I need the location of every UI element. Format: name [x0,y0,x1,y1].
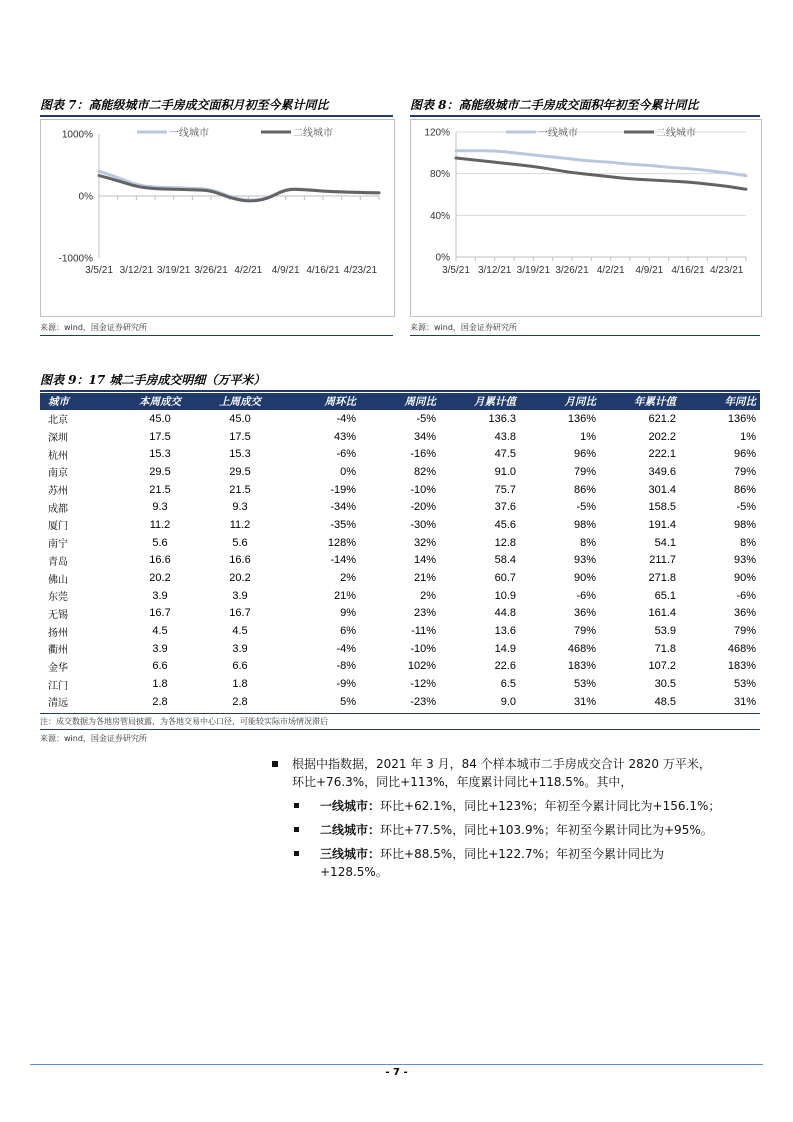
table-cell: 34% [413,430,436,443]
x-tick-label: 3/19/21 [156,265,191,276]
table-cell: 468% [727,642,756,655]
tier3-text-2: +128.5%。 [320,865,388,879]
table-row [40,481,760,499]
table-cell: 9.3 [232,501,248,514]
table-cell: 183% [727,660,756,673]
table-cell-city: 金华 [48,662,68,674]
table9-header-2: 上周成交 [200,393,280,410]
table-row [40,498,760,516]
fig7-title-rule [40,115,393,117]
table-cell: 79% [573,625,596,638]
table-row [40,622,760,640]
x-tick-label: 3/5/21 [85,265,113,276]
legend-label: 二线城市 [656,128,696,139]
x-tick-label: 3/19/21 [516,265,551,276]
bullet-marker [294,827,299,832]
table-cell: 5.6 [152,536,168,549]
x-tick-label: 3/26/21 [194,265,228,276]
table-cell: -10% [410,483,436,496]
table-cell: 102% [407,660,436,673]
table-cell: 98% [573,518,596,531]
table-cell: 90% [573,572,596,585]
table-row [40,552,760,570]
y-tick-label: 40% [429,210,450,222]
y-tick-label: 1000% [61,129,93,141]
table-cell: 4.5 [232,625,248,638]
legend-label: 一线城市 [169,128,209,139]
x-tick-label: 4/23/21 [709,265,744,276]
table-cell: 75.7 [494,483,516,496]
table-cell: -30% [410,518,436,531]
table-cell: 20.2 [229,572,251,585]
table-cell-city: 深圳 [48,433,68,445]
table-row [40,658,760,676]
tier3-text-1: 环比+88.5%，同比+122.7%；年初至今累计同比为 [380,847,665,861]
table-row [40,693,760,711]
table-cell-city: 江门 [48,680,68,692]
table-cell: 36% [733,607,756,620]
table-cell: 468% [567,642,596,655]
x-tick-label: 3/26/21 [555,265,589,276]
y-tick-label: 0% [435,252,450,264]
table-row [40,675,760,693]
tier2-text: 环比+77.5%，同比+103.9%；年初至今累计同比为+95%。 [380,823,713,837]
table-cell-city: 佛山 [48,574,68,586]
fig8-title: 图表 8：高能级城市二手房成交面积年初至今累计同比 [410,98,699,112]
table-cell: 32% [413,536,436,549]
table-row [40,534,760,552]
fig8-title-rule [410,115,760,117]
table-cell: 191.4 [648,518,676,531]
tier1-item [272,797,762,815]
table-cell: 47.5 [494,448,516,461]
table-cell: 36% [573,607,596,620]
table-cell-city: 南宁 [48,539,68,551]
y-tick-label: 120% [424,127,450,139]
table-cell: 16.6 [149,554,171,567]
table-cell: 5.6 [232,536,248,549]
table-cell: 14.9 [494,642,516,655]
table-cell: 93% [573,554,596,567]
x-tick-label: 4/2/21 [234,265,263,276]
table-cell: 22.6 [494,660,516,673]
table-row [40,410,760,428]
table-cell: 20.2 [149,572,171,585]
table-cell: 58.4 [494,554,516,567]
table9 [40,393,760,711]
table-cell: 48.5 [654,695,676,708]
table-cell: 16.7 [149,607,171,620]
table-cell: 65.1 [654,589,676,602]
tier3-label: 三线城市： [320,847,381,861]
table-cell: 17.5 [149,430,171,443]
table-cell: -35% [330,518,356,531]
table-cell: 136% [567,412,596,425]
table-cell: 2.8 [152,695,168,708]
table-cell-city: 杭州 [48,450,68,462]
table-row [40,428,760,446]
table-cell: 60.7 [494,572,516,585]
tier1-label: 一线城市： [320,799,381,813]
table-cell: 98% [733,518,756,531]
table-cell: 211.7 [649,554,676,567]
table-cell: -11% [411,625,436,638]
table-row [40,605,760,623]
table-cell-city: 东莞 [48,592,68,604]
table-row [40,516,760,534]
table-cell: 17.5 [229,430,251,443]
table-cell: 8% [740,536,756,549]
table-cell-city: 苏州 [48,486,68,498]
table-cell: 21% [333,589,356,602]
x-tick-label: 4/2/21 [596,265,625,276]
table-cell: 11.2 [229,518,251,531]
table-cell: -9% [336,678,356,691]
table-cell: 183% [567,660,596,673]
table-cell: 53.9 [654,625,676,638]
series-line-tier2 [99,176,379,201]
table-cell: 54.1 [654,536,676,549]
table-cell: 136% [727,412,756,425]
bullet-marker [294,851,299,856]
table-cell: 86% [733,483,756,496]
bullet-marker [272,761,278,767]
table-cell: 79% [733,465,756,478]
table-cell: 271.8 [648,572,676,585]
table-cell: -5% [576,501,596,514]
table9-title: 图表 9：17 城二手房成交明细（万平米） [40,373,266,387]
table9-source: 来源：wind，国金证券研究所 [40,734,147,743]
intro-line-2: 环比+76.3%，同比+113%，年度累计同比+118.5%。其中， [292,775,633,789]
table-cell: 136.3 [488,412,516,425]
table9-header-8: 年同比 [680,393,760,410]
tier2-item [272,821,762,839]
fig7-chart [41,120,394,316]
table-cell: 4.5 [152,625,168,638]
x-tick-label: 4/16/21 [671,265,705,276]
x-tick-label: 3/12/21 [119,265,154,276]
table-cell: 2.8 [232,695,248,708]
table-cell: 1.8 [152,678,168,691]
table-cell: -4% [336,412,356,425]
table9-container [40,393,760,711]
table-cell: 1% [580,430,596,443]
table-cell: -10% [410,642,436,655]
table-cell: 1% [740,430,756,443]
table9-note: 注：成交数据为各地房管局披露，为各地交易中心口径，可能较实际市场情况滞后 [40,717,328,726]
y-tick-label: -1000% [58,253,93,265]
table-cell: 86% [573,483,596,496]
table-cell-city: 扬州 [48,627,68,639]
x-tick-label: 4/9/21 [635,265,664,276]
page-number: - 7 - [385,1067,408,1078]
table9-header-7: 年累计值 [600,393,680,410]
table-cell: 31% [733,695,756,708]
table9-bottom-rule [40,713,760,714]
y-tick-label: 0% [78,191,93,203]
table-cell: 202.2 [648,430,676,443]
table9-title-rule [40,390,760,392]
table-cell: -6% [336,448,356,461]
table-cell: 6.5 [500,678,516,691]
table-cell: 6.6 [152,660,168,673]
table9-header-4: 周同比 [360,393,440,410]
table-cell: 21.5 [229,483,251,496]
table-cell: 6.6 [232,660,248,673]
tier1-text: 环比+62.1%，同比+123%；年初至今累计同比为+156.1%； [380,799,721,813]
table-cell: 13.6 [494,625,516,638]
table-cell: 31% [573,695,596,708]
table-cell: 45.0 [229,412,251,425]
x-tick-label: 4/9/21 [271,265,300,276]
table-row [40,445,760,463]
table-cell: 0% [340,465,356,478]
table-cell: 349.6 [648,465,676,478]
table-cell: 1.8 [232,678,248,691]
table9-header-0: 城市 [40,393,120,410]
table-cell: 90% [733,572,756,585]
table-cell-city: 无锡 [48,609,68,621]
table-cell: 2% [420,589,436,602]
table-cell: 5% [340,695,356,708]
table-cell: 12.8 [494,536,516,549]
fig7-source: 来源：wind，国金证券研究所 [40,323,147,332]
tier2-label: 二线城市： [320,823,381,837]
table-cell: 3.9 [152,589,168,602]
table-cell: 11.2 [149,518,171,531]
fig8-chart [411,120,761,316]
table-cell: 222.1 [648,448,676,461]
table-cell: 23% [413,607,436,620]
table-cell-city: 衢州 [48,645,68,657]
table-cell: 16.6 [229,554,251,567]
table-cell: 128% [327,536,356,549]
legend-label: 二线城市 [293,128,333,139]
table-cell: 15.3 [229,448,251,461]
table-cell: 107.2 [648,660,676,673]
table-cell-city: 南京 [48,468,68,480]
bullet-marker [294,803,299,808]
table-cell: 2% [340,572,356,585]
summary-block [272,755,762,881]
table-cell: 71.8 [654,642,676,655]
tier3-item [272,845,762,881]
table-cell: 79% [733,625,756,638]
table-cell: 53% [573,678,596,691]
table-cell: 43% [333,430,356,443]
table9-header-6: 月同比 [520,393,600,410]
table9-header-1: 本周成交 [120,393,200,410]
table-cell: 16.7 [229,607,251,620]
table-cell-city: 清远 [48,698,68,710]
table-cell: 8% [580,536,596,549]
table-cell: -20% [410,501,436,514]
table-cell: 91.0 [494,465,516,478]
fig8-chart-frame [410,119,762,317]
table-cell: 158.5 [648,501,676,514]
x-tick-label: 4/23/21 [343,265,378,276]
table9-header-3: 周环比 [280,393,360,410]
table-cell: 161.4 [648,607,676,620]
table-cell-city: 厦门 [48,521,68,533]
fig7-source-rule [40,335,393,336]
table-cell: 93% [733,554,756,567]
table-cell: -6% [736,589,756,602]
table-cell: 9.3 [152,501,168,514]
table-cell: 96% [573,448,596,461]
table-row [40,587,760,605]
table-cell: 53% [733,678,756,691]
table-cell: 9.0 [500,695,516,708]
legend-label: 一线城市 [538,128,578,139]
table-cell: 3.9 [232,589,248,602]
table-row [40,463,760,481]
table-cell: 9% [340,607,356,620]
table-cell: -34% [330,501,356,514]
table-cell: 29.5 [229,465,251,478]
table9-header-row [40,393,760,410]
table-cell: 43.8 [494,430,516,443]
table-cell: 79% [573,465,596,478]
table-cell: 37.6 [494,501,516,514]
summary-paragraph [272,755,762,791]
table-row [40,569,760,587]
table-cell: 3.9 [232,642,248,655]
table-cell: -19% [330,483,356,496]
table-cell-city: 青岛 [48,556,68,568]
x-tick-label: 4/16/21 [306,265,340,276]
fig8-source: 来源：wind，国金证券研究所 [410,323,517,332]
table-cell: -14% [330,554,356,567]
table-cell: 44.8 [494,607,516,620]
table-cell: 621.2 [648,412,676,425]
table-row [40,640,760,658]
table-cell: 45.0 [149,412,171,425]
table-cell-city: 成都 [48,503,68,515]
table-cell: -4% [336,642,356,655]
table-cell: 21.5 [149,483,171,496]
footer-rule [30,1064,763,1065]
table-cell: 30.5 [654,678,676,691]
table-cell: 45.6 [494,518,516,531]
table-cell: 15.3 [149,448,171,461]
fig7-title: 图表 7：高能级城市二手房成交面积月初至今累计同比 [40,98,329,112]
fig7-chart-frame [40,119,395,317]
table-cell: 3.9 [152,642,168,655]
fig8-source-rule [410,335,760,336]
x-tick-label: 3/5/21 [442,265,470,276]
table-cell-city: 北京 [48,415,68,427]
table-cell: -23% [410,695,436,708]
y-tick-label: 80% [429,169,450,181]
table-cell: -5% [416,412,436,425]
table-cell: -6% [576,589,596,602]
x-tick-label: 3/12/21 [477,265,512,276]
table-cell: 10.9 [494,589,516,602]
table-cell: 301.4 [648,483,676,496]
table-cell: 21% [413,572,436,585]
table-cell: 6% [340,625,356,638]
table-cell: -5% [736,501,756,514]
intro-line-1: 根据中指数据，2021 年 3 月，84 个样本城市二手房成交合计 2820 万平米， [292,757,711,771]
table-cell: -8% [336,660,356,673]
table-cell: 96% [733,448,756,461]
table9-header-5: 月累计值 [440,393,520,410]
table-cell: -12% [410,678,436,691]
table-cell: -16% [410,448,436,461]
table9-note-rule [40,729,760,730]
table-cell: 29.5 [149,465,171,478]
table-cell: 14% [413,554,436,567]
table-cell: 82% [413,465,436,478]
